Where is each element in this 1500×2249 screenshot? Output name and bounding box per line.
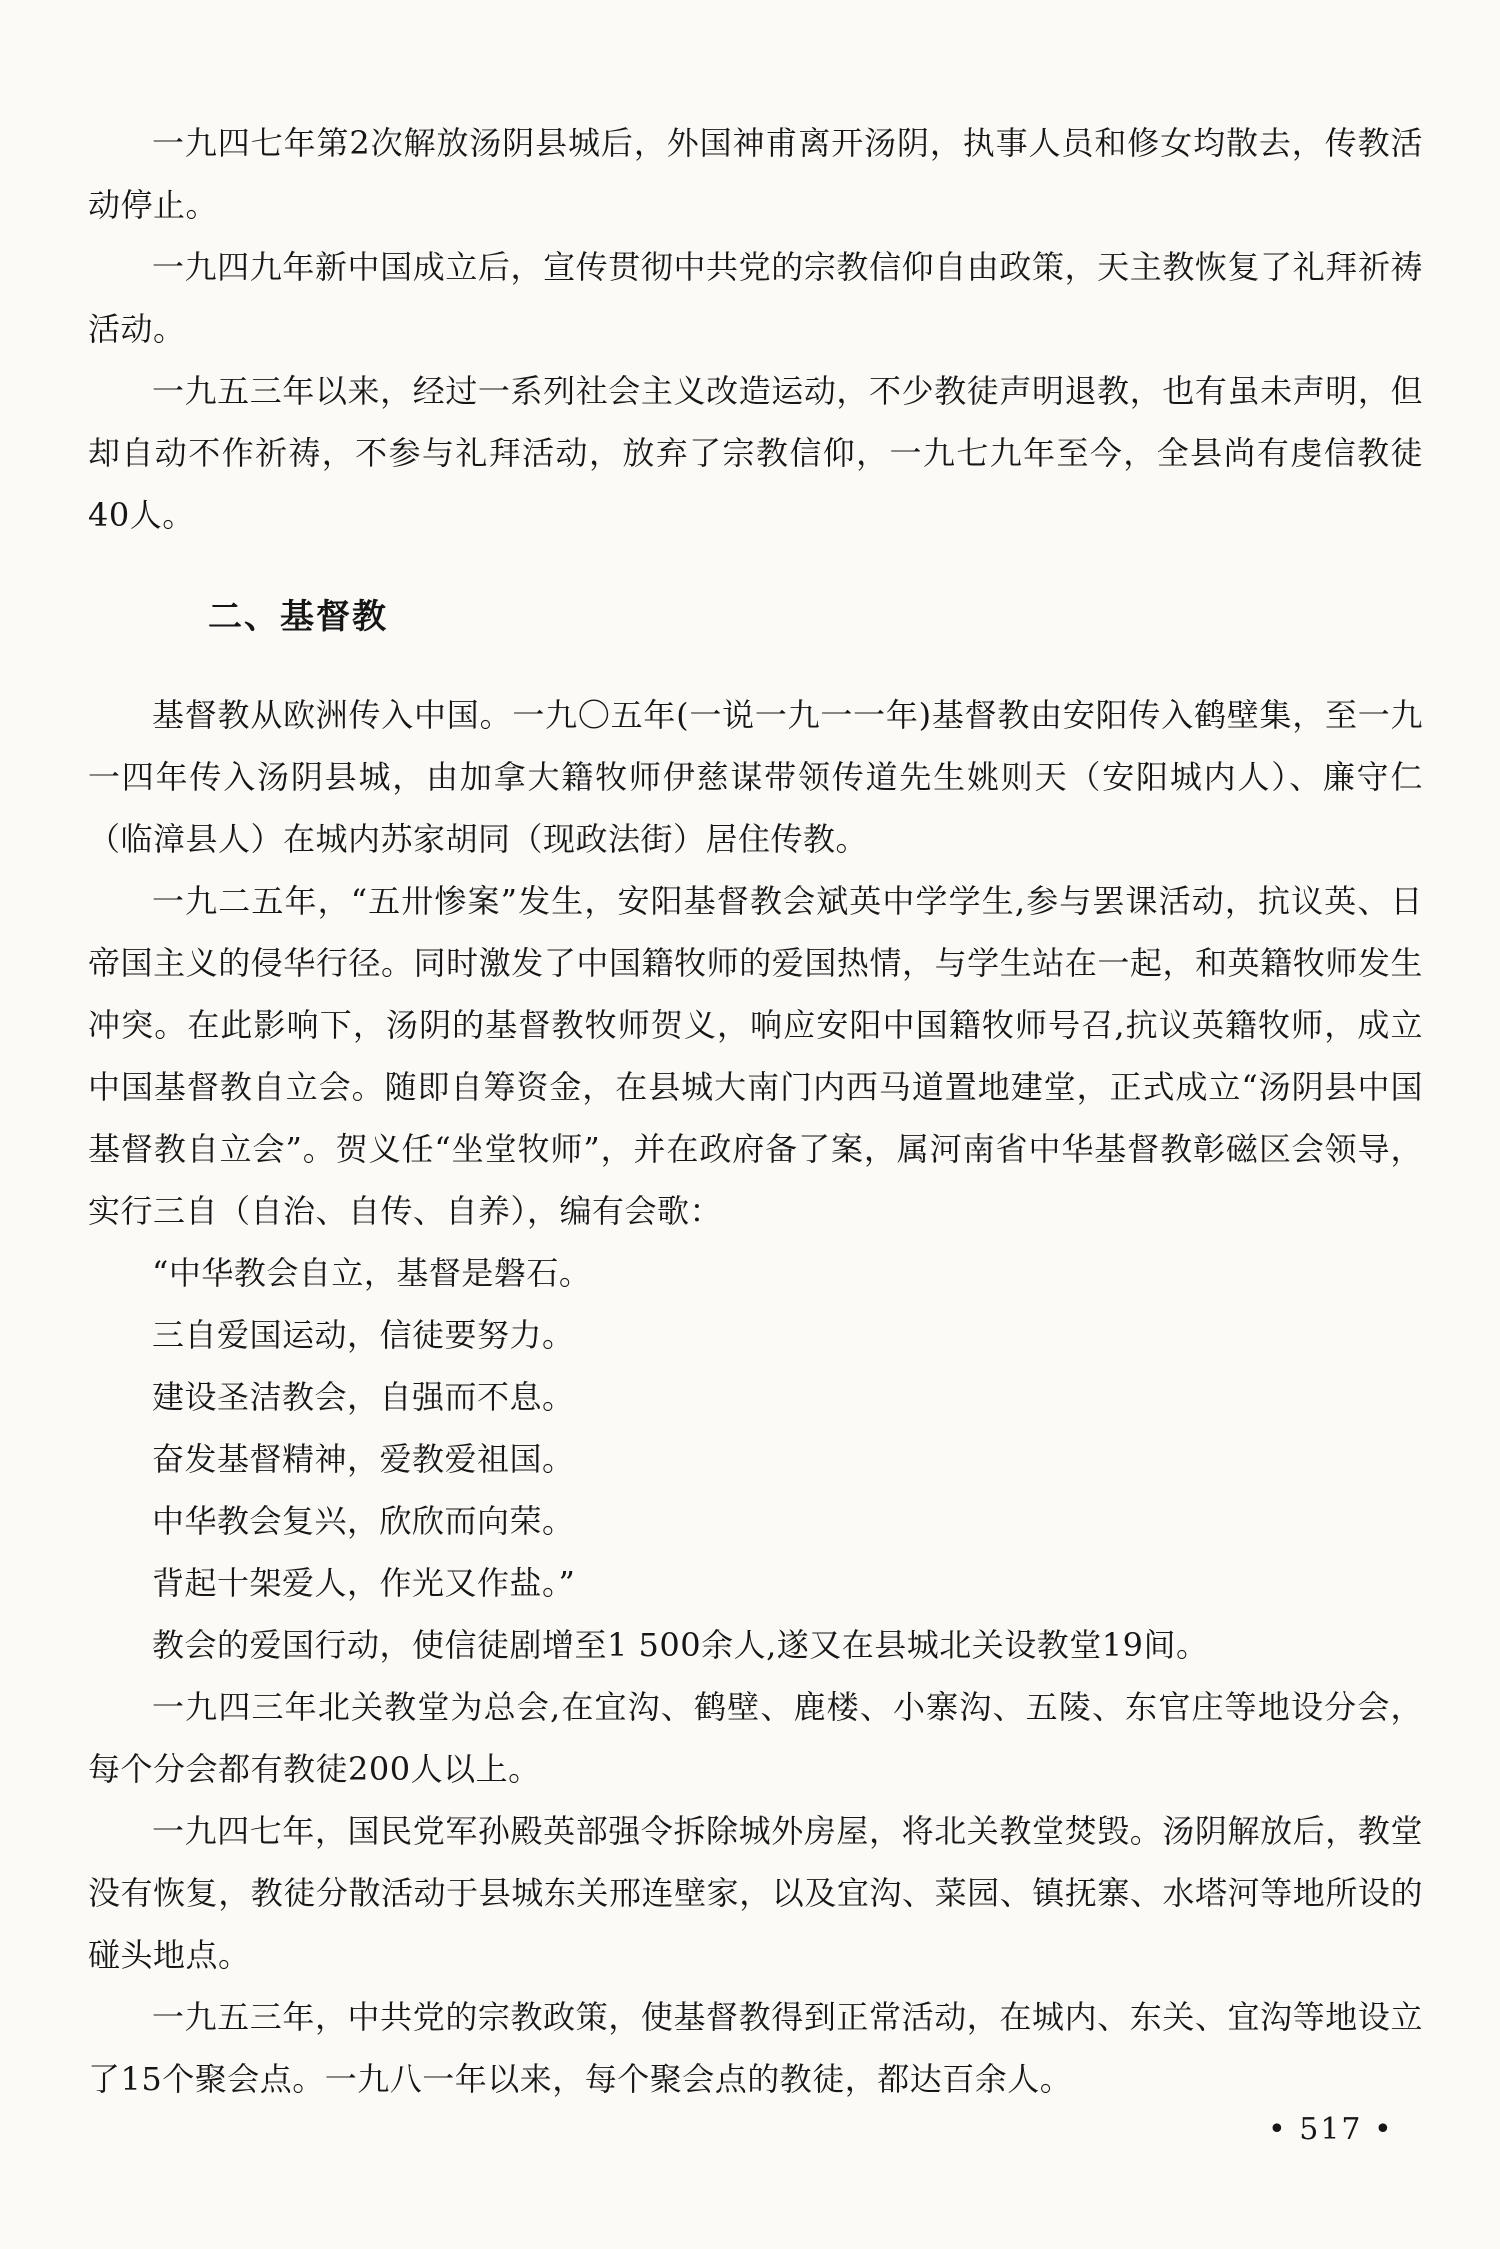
section-heading: 二、基督教 — [208, 597, 388, 637]
paragraph: 一九四七年第2次解放汤阴县城后，外国神甫离开汤阴，执事人员和修女均散去，传教活动停止。 — [88, 124, 1423, 224]
song-line: “中华教会自立，基督是磐石。 — [152, 1254, 592, 1292]
paragraph: 基督教从欧洲传入中国。一九〇五年(一说一九一一年)基督教由安阳传入鹤壁集，至一九一四年传入汤阴县城，由加拿大籍牧师伊慈谋带领传道先生姚则天（安阳城内人）、廉守仁（临漳县人）在城内苏家胡同（现政法街）居住传教。 — [88, 696, 1423, 858]
paragraph: 一九四七年，国民党军孙殿英部强令拆除城外房屋，将北关教堂焚毁。汤阴解放后，教堂没有恢复，教徒分散活动于县城东关邢连壁家，以及宜沟、菜园、镇抚寨、水塔河等地所设的碰头地点。 — [88, 1812, 1423, 1974]
paragraph: 一九二五年，“五卅惨案”发生，安阳基督教会斌英中学学生,参与罢课活动，抗议英、日帝国主义的侵华行径。同时激发了中国籍牧师的爱国热情，与学生站在一起，和英籍牧师发生冲突。在此影响下，汤阴的基督教牧师贺义，响应安阳中国籍牧师号召,抗议英籍牧师，成立中国基督教自立会。随即自筹资金，在县城大南门内西马道置地建堂，正式成立“汤阴县中国基督教自立会”。贺义任“坐堂牧师”，并在政府备了案，属河南省中华基督教彰磁区会领导，实行三自（自治、自传、自养），编有会歌： — [88, 882, 1423, 1230]
main-text — [88, 112, 1423, 2110]
paragraph: 一九四九年新中国成立后，宣传贯彻中共党的宗教信仰自由政策，天主教恢复了礼拜祈祷活动。 — [88, 248, 1423, 348]
song-line: 三自爱国运动，信徒要努力。 — [152, 1316, 575, 1354]
song-line: 中华教会复兴，欣欣而向荣。 — [152, 1502, 575, 1540]
song-line: 奋发基督精神，爱教爱祖国。 — [152, 1440, 575, 1478]
song-line: 背起十架爱人，作光又作盐。” — [152, 1564, 576, 1602]
paragraph: 一九四三年北关教堂为总会,在宜沟、鹤壁、鹿楼、小寨沟、五陵、东官庄等地设分会，每个分会都有教徒200人以上。 — [88, 1688, 1423, 1788]
paragraph: 一九五三年，中共党的宗教政策，使基督教得到正常活动，在城内、东关、宜沟等地设立了15个聚会点。一九八一年以来，每个聚会点的教徒，都达百余人。 — [88, 1998, 1423, 2098]
paragraph: 教会的爱国行动，使信徒剧增至1 500余人,遂又在县城北关设教堂19间。 — [152, 1626, 1209, 1664]
paragraph: 一九五三年以来，经过一系列社会主义改造运动，不少教徒声明退教，也有虽未声明，但却自动不作祈祷，不参与礼拜活动，放弃了宗教信仰，一九七九年至今，全县尚有虔信教徒40人。 — [88, 372, 1423, 534]
song-line: 建设圣洁教会，自强而不息。 — [152, 1378, 575, 1416]
page-number: • 517 • — [1268, 2112, 1394, 2147]
